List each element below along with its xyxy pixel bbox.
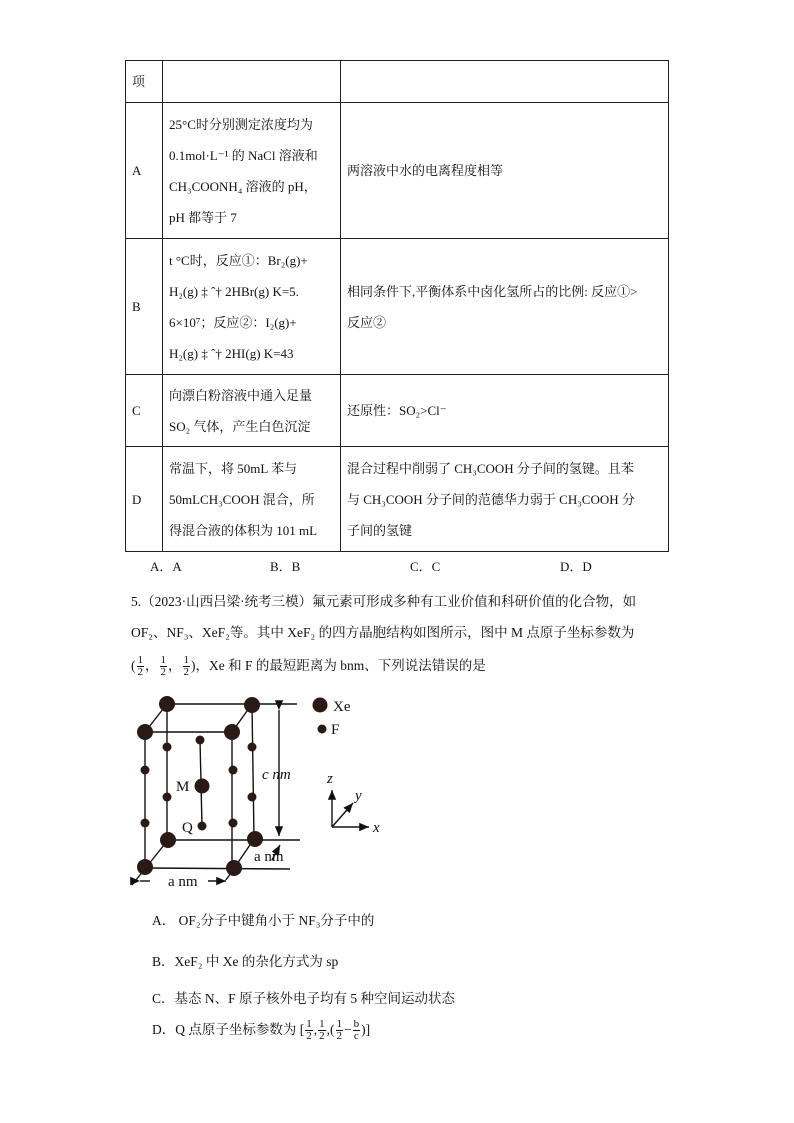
fraction-half: $\frac{1}{2}$ (319, 1018, 325, 1043)
fraction-b-over-c: $\frac{b}{c}$ (353, 1018, 360, 1043)
text-line: 混合过程中削弱了 CH₃COOH 分子间的氢键。且苯 (347, 460, 634, 476)
atom-q-label: Q (182, 820, 193, 836)
paren: ( (131, 658, 136, 673)
row-label: C (126, 375, 163, 447)
fraction-half: $\frac{1}{2}$ (160, 654, 166, 679)
row-label: D (126, 447, 163, 552)
fraction-half: $\frac{1}{2}$ (137, 654, 143, 679)
legend-f-label: F (331, 722, 340, 738)
row-label: A (126, 103, 163, 239)
text-line: 6×10⁷；反应②：I₂(g)+ (169, 314, 297, 330)
text-line: 向漂白粉溶液中通入足量 (169, 387, 313, 403)
f-atoms (141, 725, 327, 831)
text-line: t °C时，反应①：Br₂(g)+ (169, 252, 308, 268)
fraction-half: $\frac{1}{2}$ (183, 654, 189, 679)
text-line: 50mLCH₃COOH 混合，所 (169, 491, 315, 507)
text: )，Xe 和 F 的最短距离为 bnm、下列说法错误的是 (191, 658, 486, 673)
option-a[interactable]: A．A (150, 559, 182, 574)
question-5-line3: ( $\frac{1}{2}$ ， $\frac{1}{2}$ ， $\frac{1}{2}$ )，Xe 和 F 的最短距离为 bnm、下列说法错误的是 (131, 654, 486, 679)
text-line: 常温下，将 50mL 苯与 (169, 460, 298, 476)
question-5-line2: OF₂、NF₃、XeF₂等。其中 XeF₂ 的四方晶胞结构如图所示，图中 M 点原子坐标参数为 (131, 625, 635, 640)
text-line: CH₃COONH₄ 溶液的 pH， (169, 178, 317, 194)
text-line: 与 CH₃COOH 分子间的范德华力弱于 CH₃COOH 分 (347, 491, 635, 507)
q5-option-b[interactable]: B．XeF₂ 中 Xe 的杂化方式为 sp (152, 954, 339, 969)
text-line: H₂(g) ‡ ˆ† 2HBr(g) K=5. (169, 283, 299, 299)
text-line: 两溶液中水的电离程度相等 (347, 163, 504, 178)
option-c[interactable]: C．C (410, 559, 441, 574)
axis-x-label: x (373, 820, 380, 836)
text-line: 相同条件下,平衡体系中卤化氢所占的比例: 反应①> (347, 283, 638, 299)
question-5-line1: 5.（2023·山西吕梁·统考三模）氟元素可形成多种有工业价值和科研价值的化合物，如 (131, 594, 637, 609)
fraction-half: $\frac{1}{2}$ (336, 1018, 342, 1043)
row-label: B (126, 239, 163, 375)
text-line: SO₂ 气体，产生白色沉淀 (169, 418, 311, 434)
legend-xe-label: Xe (333, 699, 351, 715)
axis-z-label: z (327, 771, 333, 787)
text-line: 0.1mol·L⁻¹ 的 NaCl 溶液和 (169, 147, 318, 163)
text-line: 子间的氢键 (347, 522, 413, 538)
text-line: 反应② (347, 314, 387, 330)
fraction-half: $\frac{1}{2}$ (306, 1018, 312, 1043)
c-dimension-label: c nm (262, 767, 291, 783)
text-line: 25°C时分别测定浓度均为 (169, 116, 313, 132)
a-bottom-dimension-label: a nm (168, 874, 198, 890)
option-b[interactable]: B．B (270, 559, 301, 574)
atom-m-label: M (176, 779, 190, 795)
q5-option-a[interactable]: A． OF₂分子中键角小于 NF₃分子中的 (152, 913, 375, 928)
text-line: 还原性：SO₂>Cl⁻ (347, 403, 447, 418)
text-line: 得混合液的体积为 101 mL (169, 522, 318, 538)
q5-option-c[interactable]: C．基态 N、F 原子核外电子均有 5 种空间运动状态 (152, 991, 456, 1006)
axis-y-label: y (355, 788, 362, 804)
text-line: pH 都等于 7 (169, 209, 237, 225)
a-side-dimension-label: a nm (254, 849, 284, 865)
q5-option-d[interactable]: D．Q 点原子坐标参数为 [ $\frac{1}{2}$ , $\frac{1}{2}$ ,( $\frac{1}{2}$ − $\frac{b}{c}$ )] (152, 1018, 371, 1043)
option-d[interactable]: D．D (560, 559, 592, 574)
text-line: H₂(g) ‡ ˆ† 2HI(g) K=43 (169, 345, 294, 361)
header-cell: 项 (126, 61, 163, 103)
